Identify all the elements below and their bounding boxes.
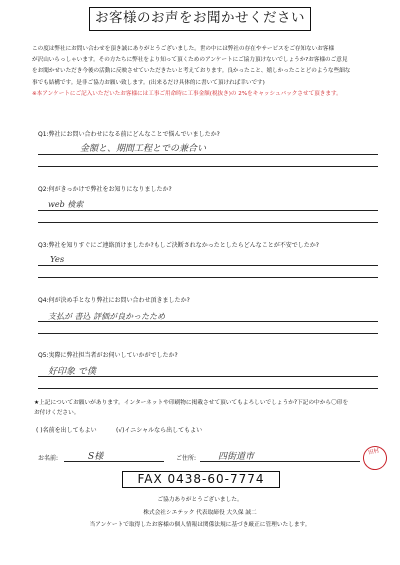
question-1: Q1:弊社にお問い合わせになる前にどんなことで悩んでいましたか? [38,131,220,138]
intro-text [32,44,377,100]
question-5: Q5:実際に弊社担当者がお伺いしていかがでしたか? [38,352,178,359]
answer-line [38,333,378,334]
answer-line [38,388,378,389]
address-value: 四街道市 [218,452,255,462]
answer-1: 金額と、期間工程とでの兼合い [80,144,207,154]
answer-5: 好印象 で僕 [48,367,96,377]
answer-line [38,210,378,211]
privacy-text: 当アンケートで取得したお客様の個人情報は関係法規に基づき厳正に管理いたします。 [89,522,311,528]
intro-line: この度は弊社にお問い合わせを頂き誠にありがとうございました。世の中には弊社の存在やサービスをご存知ないお客様 [32,46,335,52]
intro-line: が沢山いらっしゃいます。その方たちに弊社をより知って頂くためのアンケートにご協力頂けないでしょうか?お客様のご意見 [32,57,348,64]
name-label: お名前: [38,455,59,462]
answer-3: Yes [50,255,65,265]
name-value: S様 [88,452,104,462]
answer-line [38,265,378,266]
cashback-notice: ※本アンケートにご記入いただいたお客様には工事ご用命時に工事金額(税抜き)の 2%をキャッシュバックさせて頂きます。 [32,90,342,97]
page-title: お客様のお声をお聞かせください [89,7,311,31]
company-text: 株式会社シエテック 代表取締役 大久保 誠二 [143,510,257,516]
permission-note [34,398,384,418]
thanks-text: ご協力ありがとうございました。 [157,497,243,503]
option-initial: (√)イニシャルなら出してもよい [116,427,203,434]
answer-line [38,154,378,155]
seal-stamp: 田村 [361,444,389,472]
answer-line [38,166,378,167]
intro-line: をお聞かせいただき今後の活動に反映させていただきたいと考えております。良かったこと、嬉しかったことどのような些細な [32,68,351,75]
option-name: ( )名前を出してもよい [36,427,97,434]
name-line [64,461,164,462]
address-label: ご住所: [176,455,197,462]
intro-line: 事でも結構です。是非ご協力お願い致します。(出来るだけ具体的に書いて頂ければ幸いです) [32,79,265,86]
question-2: Q2:何がきっかけで弊社をお知りになりましたか? [38,186,172,193]
answer-line [38,277,378,278]
answer-2: web 検索 [48,200,84,209]
answer-4: 支払が 書込 評価が良かったため [48,312,166,321]
answer-line [38,222,378,223]
permission-note-line: ★上記についてお願いがあります。インターネットや印刷物に掲載させて頂いてもよろしいでしょうか?下記の中から〇印を [34,400,349,406]
fax-number: FAX 0438-60-7774 [122,471,280,488]
address-line [200,461,360,462]
question-4: Q4:何が決め手となり弊社にお問い合わせ頂きましたか? [38,297,190,304]
question-3: Q3:弊社を知りすぐにご連絡頂けましたか?もしご決断されなかったとしたらどんなことが不安でしたか? [38,242,319,249]
answer-line [38,321,378,322]
answer-line [38,376,378,377]
permission-note-line: お付けください。 [34,410,80,416]
